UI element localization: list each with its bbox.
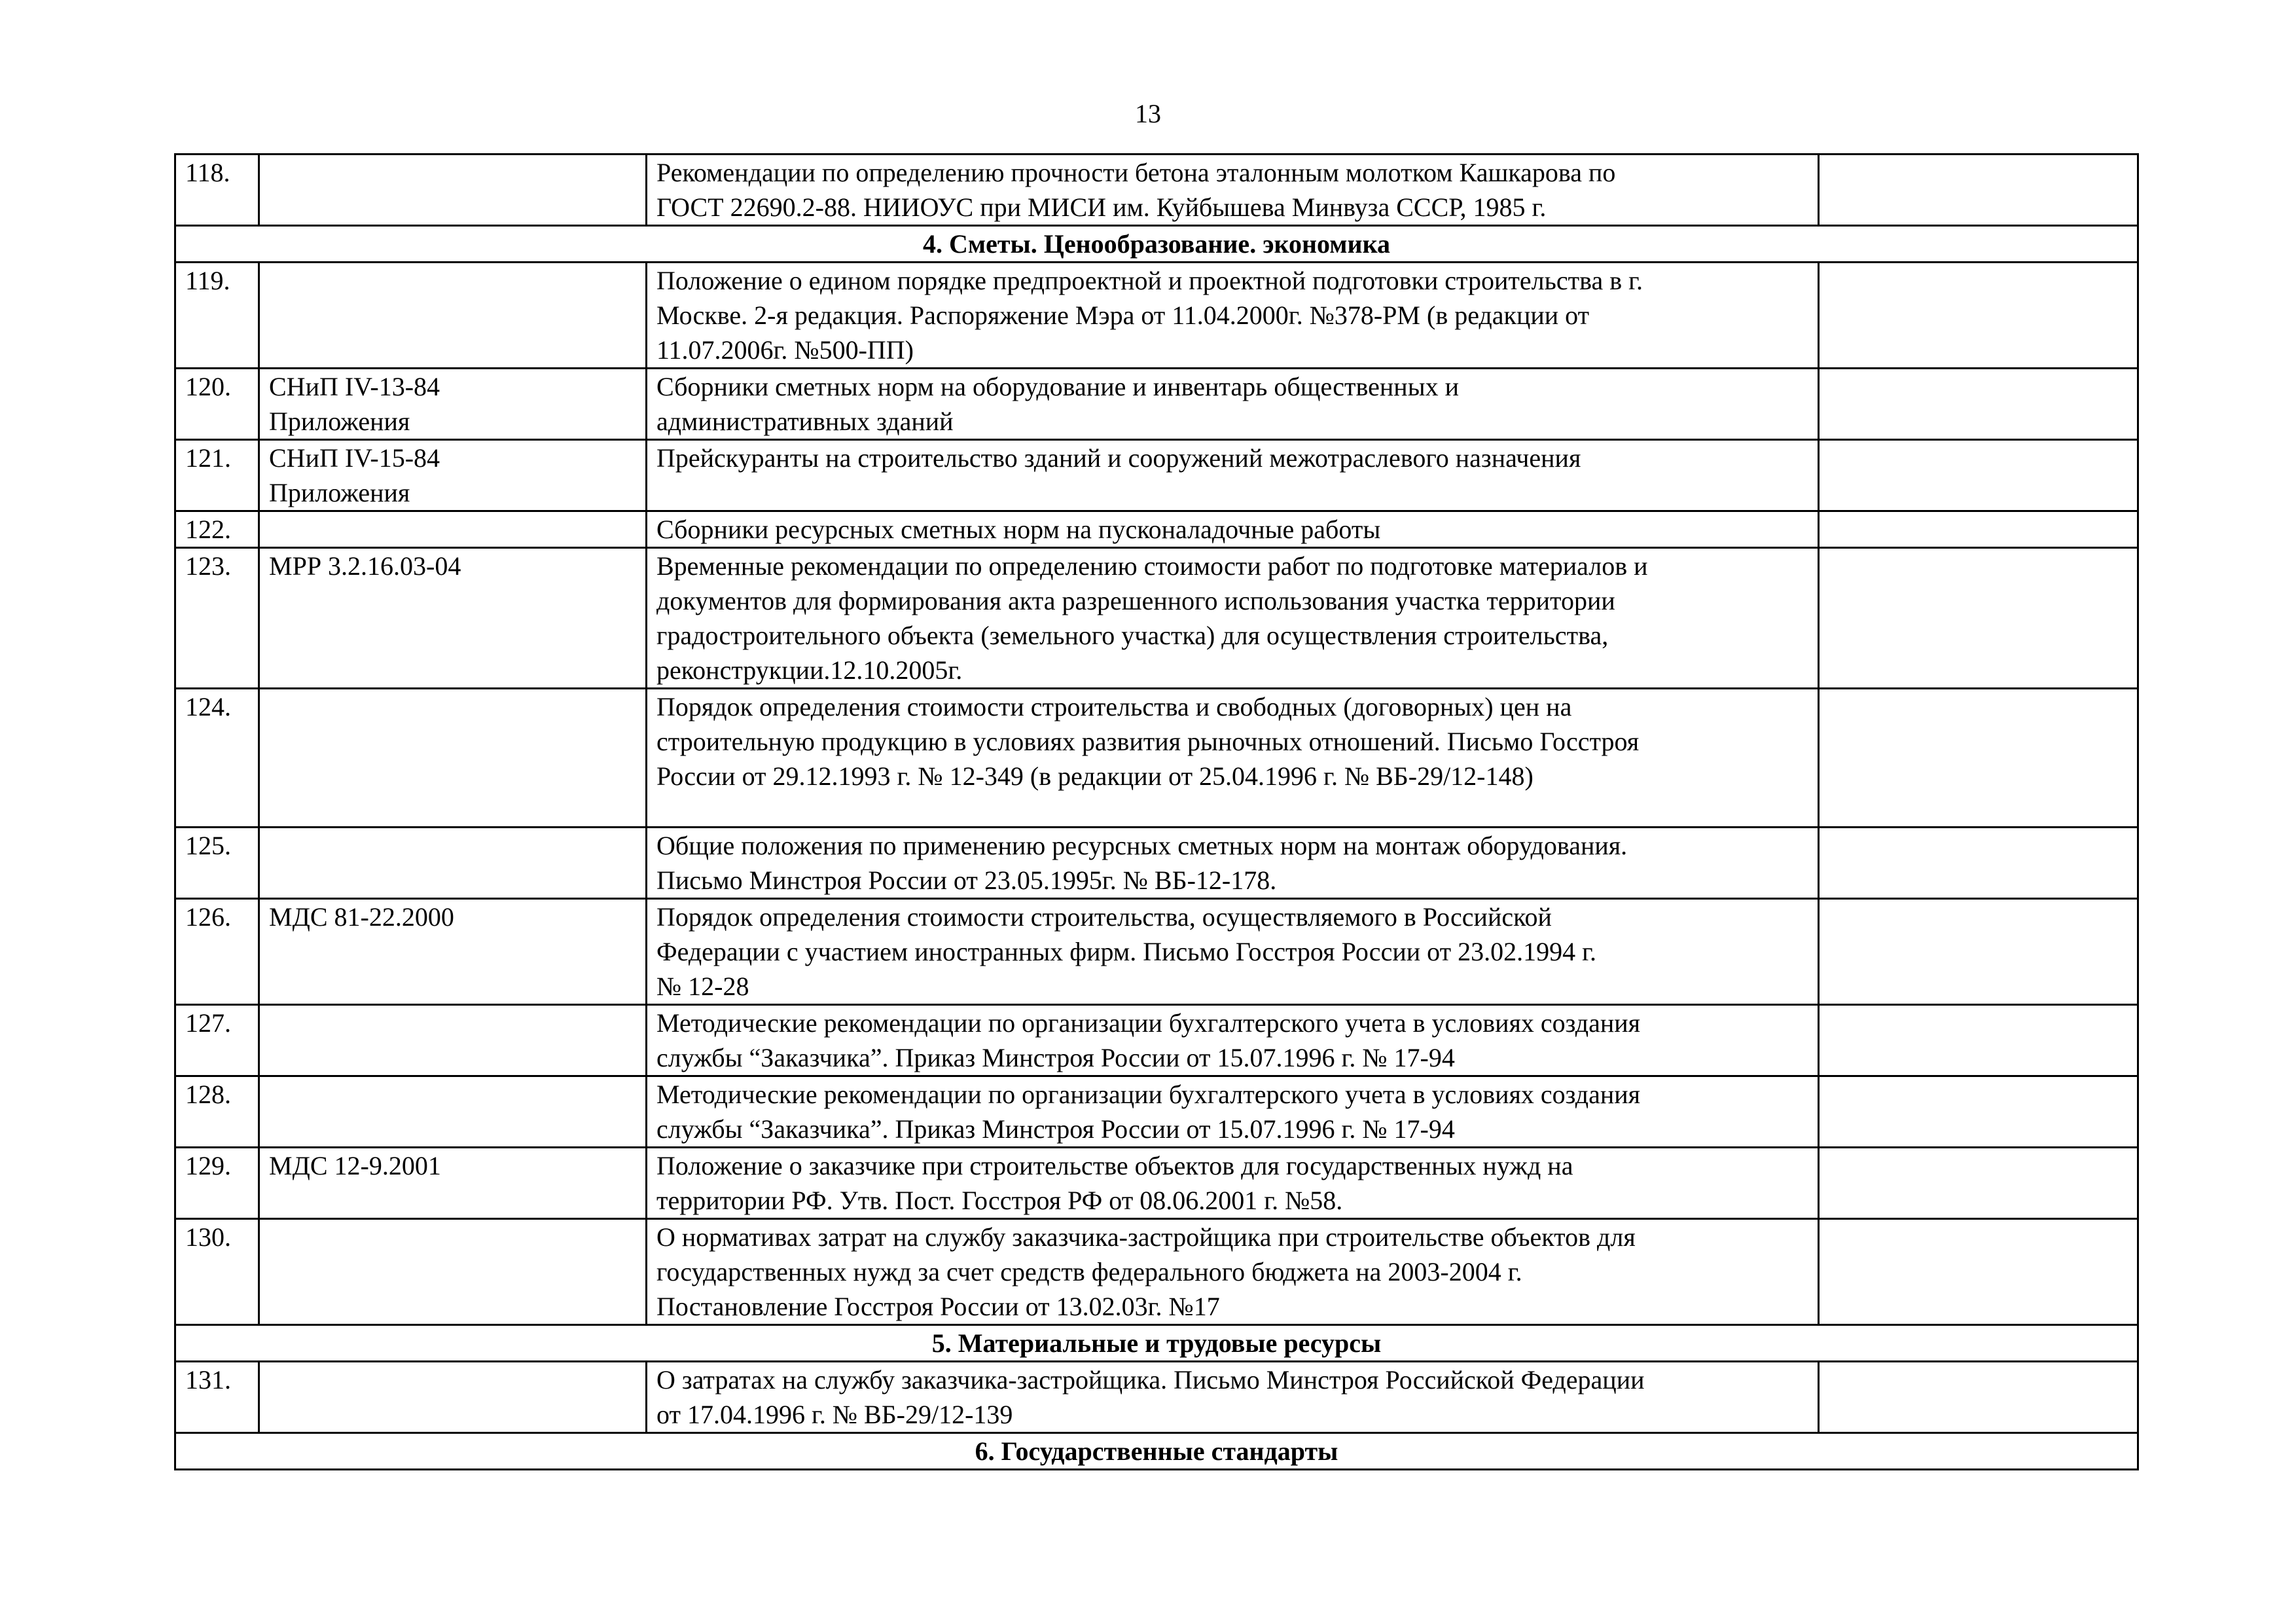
row-number: 126.: [175, 899, 259, 1005]
table-row: [175, 1362, 2138, 1433]
note-cell: [1819, 689, 2138, 828]
document-code: [259, 1076, 647, 1148]
note-cell: [1819, 1005, 2138, 1076]
row-number: 131.: [175, 1362, 259, 1433]
section-title: 6. Государственные стандарты: [175, 1433, 2138, 1470]
row-number: 120.: [175, 369, 259, 440]
note-cell: [1819, 1219, 2138, 1325]
table-row: [175, 899, 2138, 1005]
note-cell: [1819, 369, 2138, 440]
document-title: Положение о едином порядке предпроектной и проектной подготовки строительства в г. Москве. 2-я редакция. Распоряжение Мэра от 11.04.2000г. №378-РМ (в редакции от 11.07.2006г. №500-ПП): [647, 263, 1819, 369]
document-title: Временные рекомендации по определению стоимости работ по подготовке материалов и документов для формирования акта разрешенного использования участка территории градостроительного объекта (земельного участка) для осуществления строительства, реконструкции.12.10.2005г.: [647, 548, 1819, 689]
row-number: 123.: [175, 548, 259, 689]
document-code: [259, 155, 647, 226]
note-cell: [1819, 1362, 2138, 1433]
document-title: Методические рекомендации по организации бухгалтерского учета в условиях создания службы “Заказчика”. Приказ Минстроя России от 15.07.1996 г. № 17-94: [647, 1076, 1819, 1148]
document-code: [259, 689, 647, 828]
document-code: МРР 3.2.16.03-04: [259, 548, 647, 689]
row-number: 128.: [175, 1076, 259, 1148]
table-row: [175, 155, 2138, 226]
table-body: [175, 155, 2138, 1470]
document-title: Сборники сметных норм на оборудование и инвентарь общественных и административных зданий: [647, 369, 1819, 440]
table-row: [175, 511, 2138, 548]
note-cell: [1819, 511, 2138, 548]
document-title: О нормативах затрат на службу заказчика-застройщика при строительстве объектов для государственных нужд за счет средств федерального бюджета на 2003-2004 г. Постановление Госстроя России от 13.02.03г. №17: [647, 1219, 1819, 1325]
row-number: 124.: [175, 689, 259, 828]
document-code: [259, 1005, 647, 1076]
section-title: 4. Сметы. Ценообразование. экономика: [175, 226, 2138, 263]
note-cell: [1819, 1076, 2138, 1148]
document-title: Методические рекомендации по организации бухгалтерского учета в условиях создания службы “Заказчика”. Приказ Минстроя России от 15.07.1996 г. № 17-94: [647, 1005, 1819, 1076]
row-number: 118.: [175, 155, 259, 226]
row-number: 122.: [175, 511, 259, 548]
regulations-table: [174, 153, 2139, 1470]
section-header-row: [175, 1433, 2138, 1470]
document-code: МДС 81-22.2000: [259, 899, 647, 1005]
table-row: [175, 263, 2138, 369]
note-cell: [1819, 155, 2138, 226]
table-row: [175, 1005, 2138, 1076]
document-title: Порядок определения стоимости строительства и свободных (договорных) цен на строительную продукцию в условиях развития рыночных отношений. Письмо Госстроя России от 29.12.1993 г. № 12-349 (в редакции от 25.04.1996 г. № ВБ-29/12-148): [647, 689, 1819, 828]
document-title: Общие положения по применению ресурсных сметных норм на монтаж оборудования. Письмо Минстроя России от 23.05.1995г. № ВБ-12-178.: [647, 828, 1819, 899]
note-cell: [1819, 263, 2138, 369]
table-row: [175, 689, 2138, 828]
document-code: СНиП IV-13-84 Приложения: [259, 369, 647, 440]
row-number: 125.: [175, 828, 259, 899]
table-row: [175, 1076, 2138, 1148]
note-cell: [1819, 440, 2138, 511]
document-code: [259, 1362, 647, 1433]
table-row: [175, 440, 2138, 511]
section-header-row: [175, 1325, 2138, 1362]
document-code: МДС 12-9.2001: [259, 1148, 647, 1219]
document-title: Сборники ресурсных сметных норм на пусконаладочные работы: [647, 511, 1819, 548]
table-row: [175, 369, 2138, 440]
table-row: [175, 1219, 2138, 1325]
section-header-row: [175, 226, 2138, 263]
table-row: [175, 548, 2138, 689]
row-number: 121.: [175, 440, 259, 511]
table-row: [175, 1148, 2138, 1219]
document-code: [259, 1219, 647, 1325]
document-code: [259, 828, 647, 899]
document-title: Прейскуранты на строительство зданий и сооружений межотраслевого назначения: [647, 440, 1819, 511]
note-cell: [1819, 548, 2138, 689]
page-number: 13: [1135, 99, 1161, 128]
row-number: 130.: [175, 1219, 259, 1325]
table-row: [175, 828, 2138, 899]
section-title: 5. Материальные и трудовые ресурсы: [175, 1325, 2138, 1362]
document-title: Порядок определения стоимости строительства, осуществляемого в Российской Федерации с участием иностранных фирм. Письмо Госстроя России от 23.02.1994 г. № 12-28: [647, 899, 1819, 1005]
document-code: [259, 263, 647, 369]
document-title: Положение о заказчике при строительстве объектов для государственных нужд на территории РФ. Утв. Пост. Госстроя РФ от 08.06.2001 г. №58.: [647, 1148, 1819, 1219]
note-cell: [1819, 1148, 2138, 1219]
document-code: [259, 511, 647, 548]
row-number: 129.: [175, 1148, 259, 1219]
document-title: Рекомендации по определению прочности бетона эталонным молотком Кашкарова по ГОСТ 22690.2-88. НИИОУС при МИСИ им. Куйбышева Минвуза СССР, 1985 г.: [647, 155, 1819, 226]
note-cell: [1819, 828, 2138, 899]
document-code: СНиП IV-15-84 Приложения: [259, 440, 647, 511]
document-title: О затратах на службу заказчика-застройщика. Письмо Минстроя Российской Федерации от 17.04.1996 г. № ВБ-29/12-139: [647, 1362, 1819, 1433]
row-number: 127.: [175, 1005, 259, 1076]
row-number: 119.: [175, 263, 259, 369]
note-cell: [1819, 899, 2138, 1005]
